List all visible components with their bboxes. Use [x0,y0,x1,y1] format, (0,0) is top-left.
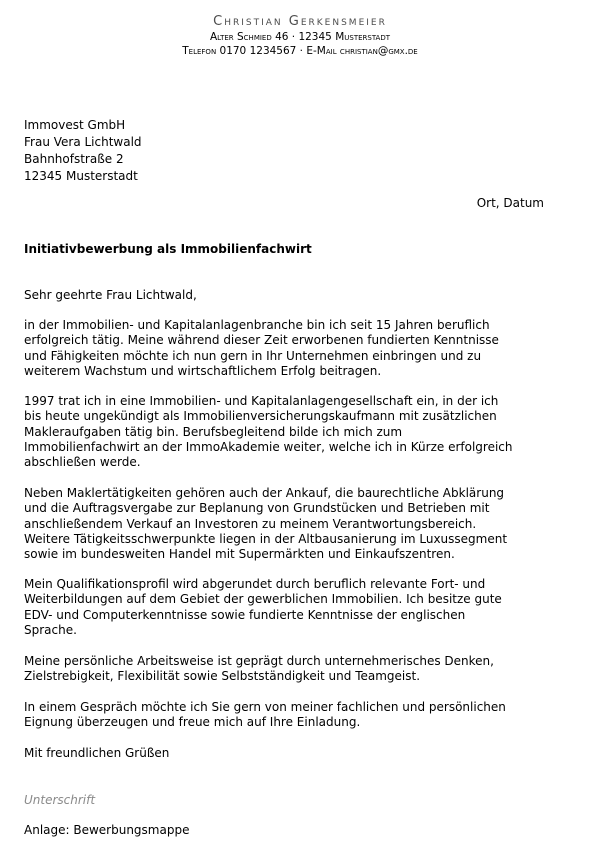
text-line: sowie im bundesweiten Handel mit Supermärkten und Einkaufszentren. [24,547,455,562]
letterhead [0,14,600,58]
text-line: In einem Gespräch möchte ich Sie gern von meiner fachlichen und persönlichen [24,700,506,714]
paragraph-responsibilities [24,486,564,562]
text-line: 1997 trat ich in eine Immobilien- und Kapitalanlagengesellschaft ein, in der ich [24,394,499,408]
text-line: Neben Maklertätigkeiten gehören auch der Ankauf, die baurechtliche Abklärung [24,486,505,500]
sender-name: Christian Gerkensmeier [213,14,387,29]
salutation: Sehr geehrte Frau Lichtwald, [24,288,197,302]
place-date: Ort, Datum [476,196,544,210]
text-line: Zielstrebigkeit, Flexibilität sowie Selbstständigkeit und Teamgeist. [24,669,421,684]
recipient-street: Bahnhofstraße 2 [24,152,124,166]
paragraph-closing-request [24,700,564,731]
paragraph-qualifications [24,577,564,638]
text-line: und Fähigkeiten möchte ich nun gern in Ihr Unternehmen einbringen und zu [24,348,482,363]
attachment-note: Anlage: Bewerbungsmappe [24,823,190,837]
sender-address: Alter Schmied 46 · 12345 Musterstadt [209,31,391,43]
text-line: abschließen werde. [24,455,141,470]
signature-placeholder: Unterschrift [24,793,96,807]
text-line: Eignung überzeugen und freue mich auf Ihre Einladung. [24,715,361,730]
text-line: Weiterbildungen auf dem Gebiet der gewerblichen Immobilien. Ich besitze gute [24,592,502,607]
paragraph-intro [24,318,564,379]
text-line: anschließendem Verkauf an Investoren zu meinem Verantwortungsbereich. [24,516,477,531]
text-line: Meine persönliche Arbeitsweise ist geprägt durch unternehmerisches Denken, [24,654,494,668]
text-line: und die Auftragsvergabe zur Beplanung von Grundstücken und Betrieben mit [24,501,490,516]
sender-contact: Telefon 0170 1234567 · E-Mail christian@gmx.de [182,45,418,57]
text-line: weiterem Wachstum und wirtschaftlichem Erfolg beitragen. [24,363,382,378]
recipient-person: Frau Vera Lichtwald [24,135,142,149]
recipient-company: Immovest GmbH [24,118,126,132]
text-line: in der Immobilien- und Kapitalanlagenbranche bin ich seit 15 Jahren beruflich [24,318,490,332]
recipient-address-block [24,117,142,185]
recipient-city: 12345 Musterstadt [24,169,138,183]
text-line: bis heute ungekündigt als Immobilienversicherungskaufmann mit zusätzlichen [24,409,497,424]
closing-formula: Mit freundlichen Grüßen [24,746,170,760]
text-line: Immobilienfachwirt an der ImmoAkademie weiter, welche ich in Kürze erfolgreich [24,439,513,454]
paragraph-working-style [24,654,564,685]
text-line: Makleraufgaben tätig bin. Berufsbegleitend bilde ich mich zum [24,424,403,439]
text-line: Sprache. [24,622,77,637]
paragraph-career [24,394,564,470]
text-line: erfolgreich tätig. Meine während dieser Zeit erworbenen fundierten Kenntnisse [24,333,499,348]
text-line: Mein Qualifikationsprofil wird abgerundet durch beruflich relevante Fort- und [24,577,486,591]
subject-line: Initiativbewerbung als Immobilienfachwirt [24,242,312,256]
text-line: EDV- und Computerkenntnisse sowie fundierte Kenntnisse der englischen [24,607,466,622]
text-line: Weitere Tätigkeitsschwerpunkte liegen in der Altbausanierung im Luxussegment [24,531,508,546]
